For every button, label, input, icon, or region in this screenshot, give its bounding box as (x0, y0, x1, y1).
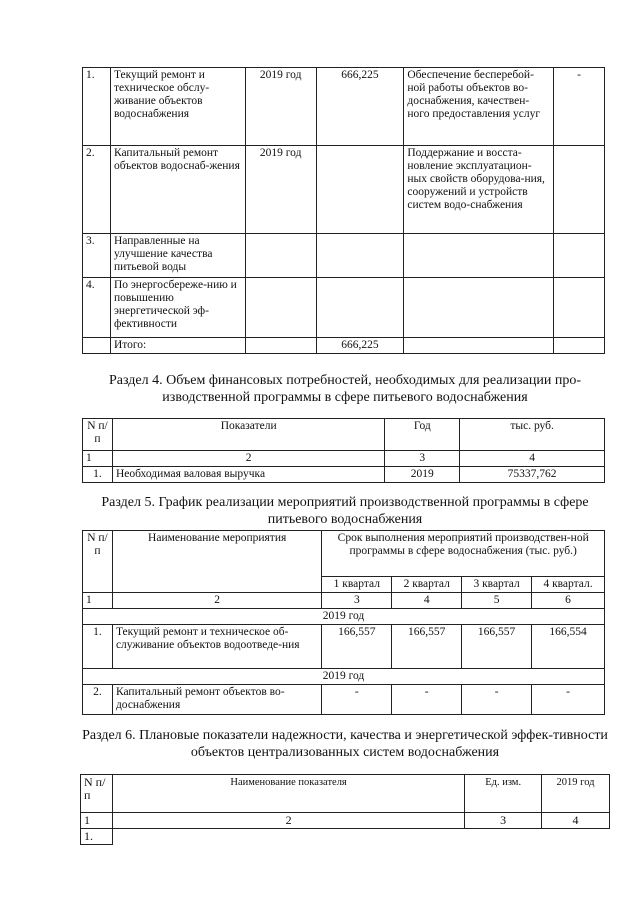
quarter-header: 2 квартал (392, 577, 462, 593)
quarter-header: 4 квартал. (532, 577, 605, 593)
col-num: 3 (385, 451, 460, 467)
activity-sum (316, 146, 404, 234)
col-num: 4 (460, 451, 605, 467)
activity-name: По энергосбереже-нию и повышению энергетической эф-фективности (110, 278, 245, 338)
activity-sum (316, 234, 404, 278)
indicators-table (80, 774, 610, 845)
col-year-header: Год (385, 419, 460, 451)
table-row (83, 278, 605, 338)
col-num: 4 (392, 593, 462, 609)
col-num: 2 (112, 451, 384, 467)
indicator-year: 2019 (385, 467, 460, 483)
activity-extra: - (554, 68, 605, 146)
col-name-header: Наименование мероприятия (112, 531, 321, 593)
activity-year: 2019 год (245, 68, 316, 146)
quarter-value: 166,557 (462, 625, 532, 669)
numbering-row (81, 813, 610, 829)
section-5-heading: Раздел 5. График реализации мероприятий производственной программы в сфере питьевого водоснабжения (101, 495, 589, 527)
activity-name: Капитальный ремонт объектов во-доснабжения (112, 685, 321, 715)
total-sum: 666,225 (316, 338, 404, 354)
quarter-value: - (322, 685, 392, 715)
header-row (81, 775, 610, 813)
table-row (81, 829, 610, 845)
total-row (83, 338, 605, 354)
year-label: 2019 год (83, 609, 605, 625)
section-4-heading: Раздел 4. Объем финансовых потребностей, необходимых для реализации про-изводственной программы в сфере питьевого водоснабжения (109, 373, 581, 405)
section-6-heading: Раздел 6. Плановые показатели надежности, качества и энергетической эффек-тивности объектов централизованных систем водоснабжения (82, 728, 608, 760)
table-row (83, 467, 605, 483)
schedule-table (82, 530, 605, 715)
col-unit-header: Ед. изм. (465, 775, 542, 813)
activity-sum (316, 278, 404, 338)
table-row (83, 625, 605, 669)
row-number: 2. (83, 685, 113, 715)
total-label: Итого: (110, 338, 245, 354)
col-num: 3 (322, 593, 392, 609)
quarter-value: 166,554 (532, 625, 605, 669)
col-indicator-header: Показатели (112, 419, 384, 451)
col-sum-header: тыс. руб. (460, 419, 605, 451)
year-label: 2019 год (83, 669, 605, 685)
quarter-header: 1 квартал (322, 577, 392, 593)
activity-name: Текущий ремонт и техническое обслу-живание объектов водоснабжения (110, 68, 245, 146)
activity-goal: Обеспечение бесперебой-ной работы объектов во-доснабжения, качествен-ного предоставления услуг (404, 68, 554, 146)
year-row (83, 609, 605, 625)
quarter-value: - (392, 685, 462, 715)
col-num: 4 (542, 813, 610, 829)
quarter-header: 3 квартал (462, 577, 532, 593)
col-number-header: N п/п (81, 775, 113, 813)
activities-table (82, 67, 605, 354)
quarter-value: 166,557 (392, 625, 462, 669)
col-number-header: N п/п (83, 419, 113, 451)
table-row (83, 146, 605, 234)
quarter-value: - (462, 685, 532, 715)
quarter-value: - (532, 685, 605, 715)
activity-extra (554, 278, 605, 338)
col-year-header: 2019 год (542, 775, 610, 813)
col-num: 5 (462, 593, 532, 609)
col-num: 2 (112, 593, 321, 609)
activity-sum: 666,225 (316, 68, 404, 146)
col-num: 3 (465, 813, 542, 829)
col-num: 1 (83, 451, 113, 467)
activity-year (245, 234, 316, 278)
activity-name: Текущий ремонт и техническое об-служивание объектов водоотведе-ния (112, 625, 321, 669)
numbering-row (83, 451, 605, 467)
indicator-sum: 75337,762 (460, 467, 605, 483)
financial-needs-table (82, 418, 605, 483)
activity-name: Направленные на улучшение качества питьевой воды (110, 234, 245, 278)
header-row (83, 531, 605, 577)
col-num: 1 (81, 813, 113, 829)
activity-goal: Поддержание и восста-новление эксплуатацион-ных свойств оборудова-ния, сооружений и устройств систем водо-снабжения (404, 146, 554, 234)
activity-goal (404, 234, 554, 278)
activity-extra (554, 146, 605, 234)
row-number: 3. (83, 234, 111, 278)
table-row (83, 685, 605, 715)
col-num: 2 (112, 813, 464, 829)
col-name-header: Наименование показателя (112, 775, 464, 813)
activity-goal (404, 278, 554, 338)
table-row (83, 234, 605, 278)
col-num: 6 (532, 593, 605, 609)
col-number-header: N п/п (83, 531, 113, 593)
row-number: 4. (83, 278, 111, 338)
indicator-name: Необходимая валовая выручка (112, 467, 384, 483)
year-row (83, 669, 605, 685)
row-number: 2. (83, 146, 111, 234)
numbering-row (83, 593, 605, 609)
col-term-header: Срок выполнения мероприятий производствен-ной программы в сфере водоснабжения (тыс. руб.) (322, 531, 605, 577)
quarter-value: 166,557 (322, 625, 392, 669)
table-row (83, 68, 605, 146)
row-number: 1. (81, 829, 113, 845)
row-number: 1. (83, 625, 113, 669)
activity-year: 2019 год (245, 146, 316, 234)
header-row (83, 419, 605, 451)
row-number: 1. (83, 68, 111, 146)
activity-extra (554, 234, 605, 278)
col-num: 1 (83, 593, 113, 609)
activity-name: Капитальный ремонт объектов водоснаб-жения (110, 146, 245, 234)
row-number: 1. (83, 467, 113, 483)
activity-year (245, 278, 316, 338)
